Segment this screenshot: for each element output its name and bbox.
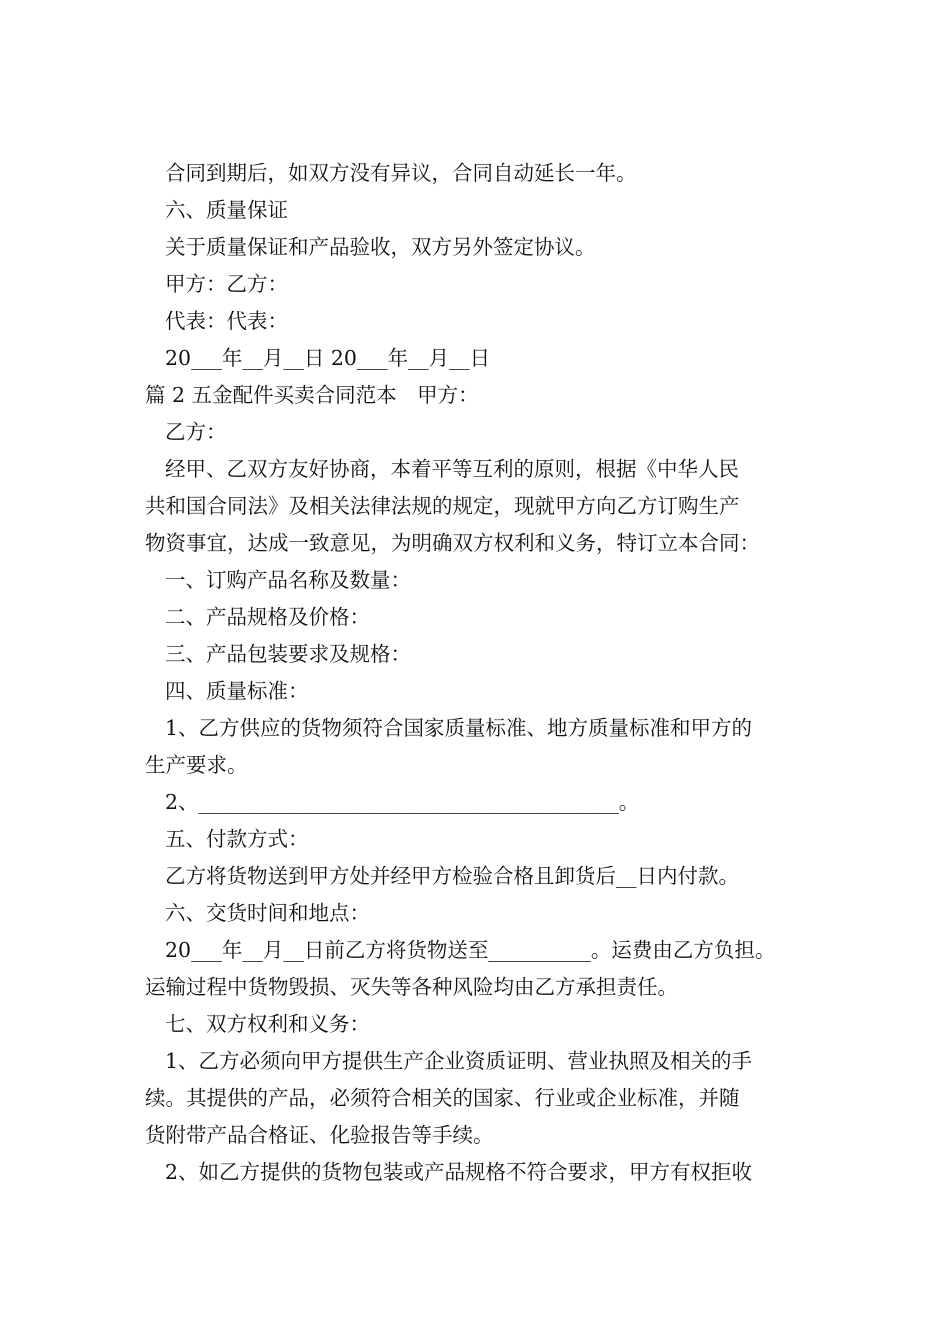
clause-blank-line: 2、_________________________________________。 <box>165 790 640 814</box>
section-heading: 五、付款方式： <box>165 827 309 851</box>
section-heading: 二、产品规格及价格： <box>165 605 370 629</box>
clause-line: 生产要求。 <box>145 753 248 777</box>
clause-line: 1、乙方必须向甲方提供生产企业资质证明、营业执照及相关的手 <box>165 1049 753 1073</box>
clause-line: 20___年__月__日前乙方将货物送至__________。运费由乙方负担。 <box>165 938 776 962</box>
signature-representatives-line: 代表：代表： <box>165 309 288 333</box>
section-heading: 一、订购产品名称及数量： <box>165 568 411 592</box>
paragraph-line: 经甲、乙双方友好协商，本着平等互利的原则，根据《中华人民 <box>165 457 739 481</box>
paragraph-line: 物资事宜，达成一致意见，为明确双方权利和义务，特订立本合同： <box>145 531 760 555</box>
party-b-line: 乙方： <box>165 420 227 444</box>
clause-line: 货附带产品合格证、化验报告等手续。 <box>145 1123 494 1147</box>
clause-line: 1、乙方供应的货物须符合国家质量标准、地方质量标准和甲方的 <box>165 716 753 740</box>
section-heading: 四、质量标准： <box>165 679 309 703</box>
section-heading: 六、质量保证 <box>165 198 288 222</box>
section-heading: 三、产品包装要求及规格： <box>165 642 411 666</box>
paragraph-line: 合同到期后，如双方没有异议，合同自动延长一年。 <box>165 161 637 185</box>
section-heading: 七、双方权利和义务： <box>165 1012 370 1036</box>
clause-line: 2、如乙方提供的货物包装或产品规格不符合要求，甲方有权拒收 <box>165 1160 753 1184</box>
clause-line: 续。其提供的产品，必须符合相关的国家、行业或企业标准，并随 <box>145 1086 740 1110</box>
clause-line: 运输过程中货物毁损、灭失等各种风险均由乙方承担责任。 <box>145 975 678 999</box>
section-heading: 六、交货时间和地点： <box>165 901 370 925</box>
paragraph-line: 关于质量保证和产品验收，双方另外签定协议。 <box>165 235 596 259</box>
document-body <box>145 155 825 1191</box>
paragraph-line: 共和国合同法》及相关法律法规的规定，现就甲方向乙方订购生产 <box>145 494 740 518</box>
signature-date-line: 20___年__月__日 20___年__月__日 <box>165 346 491 370</box>
contract-title-line: 篇 2 五金配件买卖合同范本 甲方： <box>145 383 479 407</box>
signature-parties-line: 甲方：乙方： <box>165 272 288 296</box>
clause-line: 乙方将货物送到甲方处并经甲方检验合格且卸货后__日内付款。 <box>165 864 739 888</box>
